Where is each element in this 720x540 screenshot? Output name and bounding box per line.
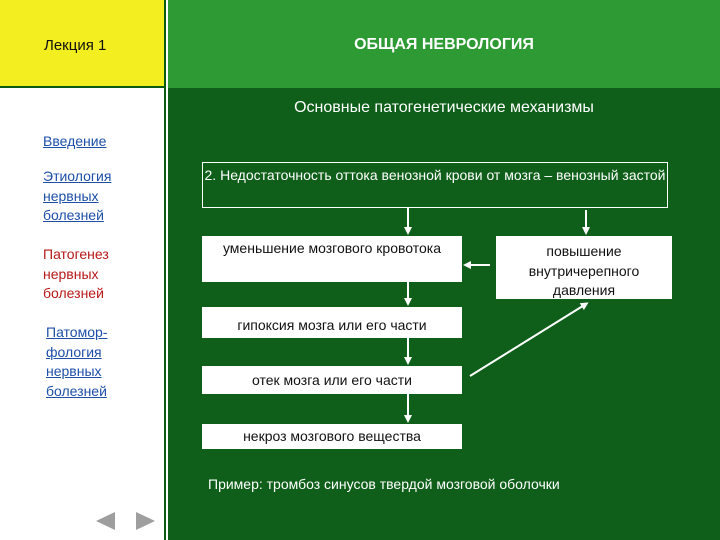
lecture-label: Лекция 1 xyxy=(44,37,107,54)
sidebar-item-pathogenesis[interactable]: Патогенез нервных болезней xyxy=(43,246,109,301)
edema-box: отек мозга или его части xyxy=(202,366,462,394)
source-box: 2. Недостаточность оттока венозной крови от мозга – венозный застой xyxy=(202,162,668,208)
decrease-flow-box: уменьшение мозгового кровотока xyxy=(202,236,462,282)
sidebar xyxy=(0,88,166,540)
next-slide-icon[interactable] xyxy=(136,512,155,530)
example-text: Пример: тромбоз синусов твердой мозговой оболочки xyxy=(208,476,560,492)
sidebar-item-etiology[interactable]: Этиология нервных болезней xyxy=(43,168,112,223)
arrow-edema-to-increase xyxy=(470,304,586,376)
content-area xyxy=(168,88,720,540)
prev-slide-icon[interactable] xyxy=(96,512,115,530)
section-subtitle: Основные патогенетические механизмы xyxy=(294,99,594,116)
hypoxia-box: гипоксия мозга или его части xyxy=(202,307,462,338)
necrosis-box: некроз мозгового вещества xyxy=(202,424,462,449)
lecture-box xyxy=(0,0,166,88)
sidebar-item-pathomorphology[interactable]: Патомор- фология нервных болезней xyxy=(46,324,108,399)
title-bar xyxy=(168,0,720,88)
sidebar-item-introduction[interactable]: Введение xyxy=(43,133,107,149)
increase-pressure-box: повышение внутричерепного давления xyxy=(496,236,672,299)
page-title: ОБЩАЯ НЕВРОЛОГИЯ xyxy=(354,36,534,53)
